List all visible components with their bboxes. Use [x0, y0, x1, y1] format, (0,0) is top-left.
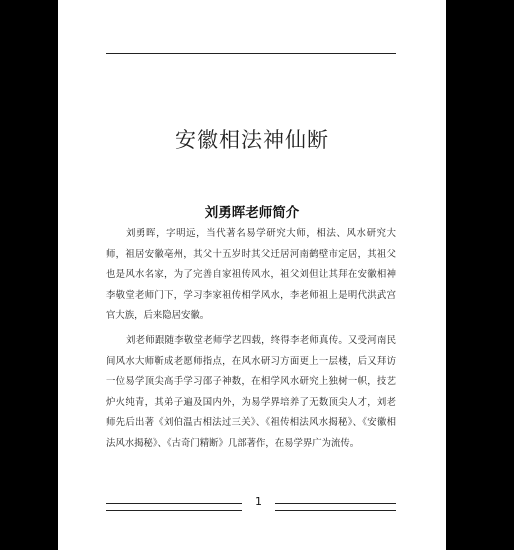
page-number: 1 — [255, 495, 262, 508]
footer-rule-left — [106, 503, 242, 504]
paragraph-2: 刘老师跟随李敬堂老师学艺四载，终得李老师真传。又受河南民间风水大师靳成老愿师指点，在风水研习方面更上一层楼，后又拜访一位易学顶尖高手学习邵子神数，在相学风水研究上独树一帜，技艺炉火纯青，其弟子遍及国内外，为易学界培养了无数顶尖人才，刘老师先后出著《刘伯温古相法过三关》、《祖传相法风水揭秘》、《安徽相法风水揭秘》、《古奇门精断》几部著作，在易学界广为流传。 — [106, 335, 396, 449]
header-rule — [106, 53, 396, 54]
footer-rule-right — [275, 503, 396, 504]
document-page — [58, 0, 446, 550]
footer-rule-left-lower — [106, 510, 242, 511]
paragraph-1: 刘勇晖，字明远，当代著名易学研究大师，相法、风水研究大师，祖居安徽亳州，其父十五岁时其父迁居河南鹤壁市定居，其祖父也是风水名家，为了完善自家祖传风水，祖父刘但让其拜在安徽相神李敬堂老师门下，学习李家祖传相学风水，李老师祖上是明代洪武宫官大族，后来隐居安徽。 — [106, 228, 396, 321]
section-heading: 刘勇晖老师简介 — [204, 205, 300, 221]
footer-rule-right-lower — [275, 510, 396, 511]
book-title: 安徽相法神仙断 — [175, 128, 329, 152]
